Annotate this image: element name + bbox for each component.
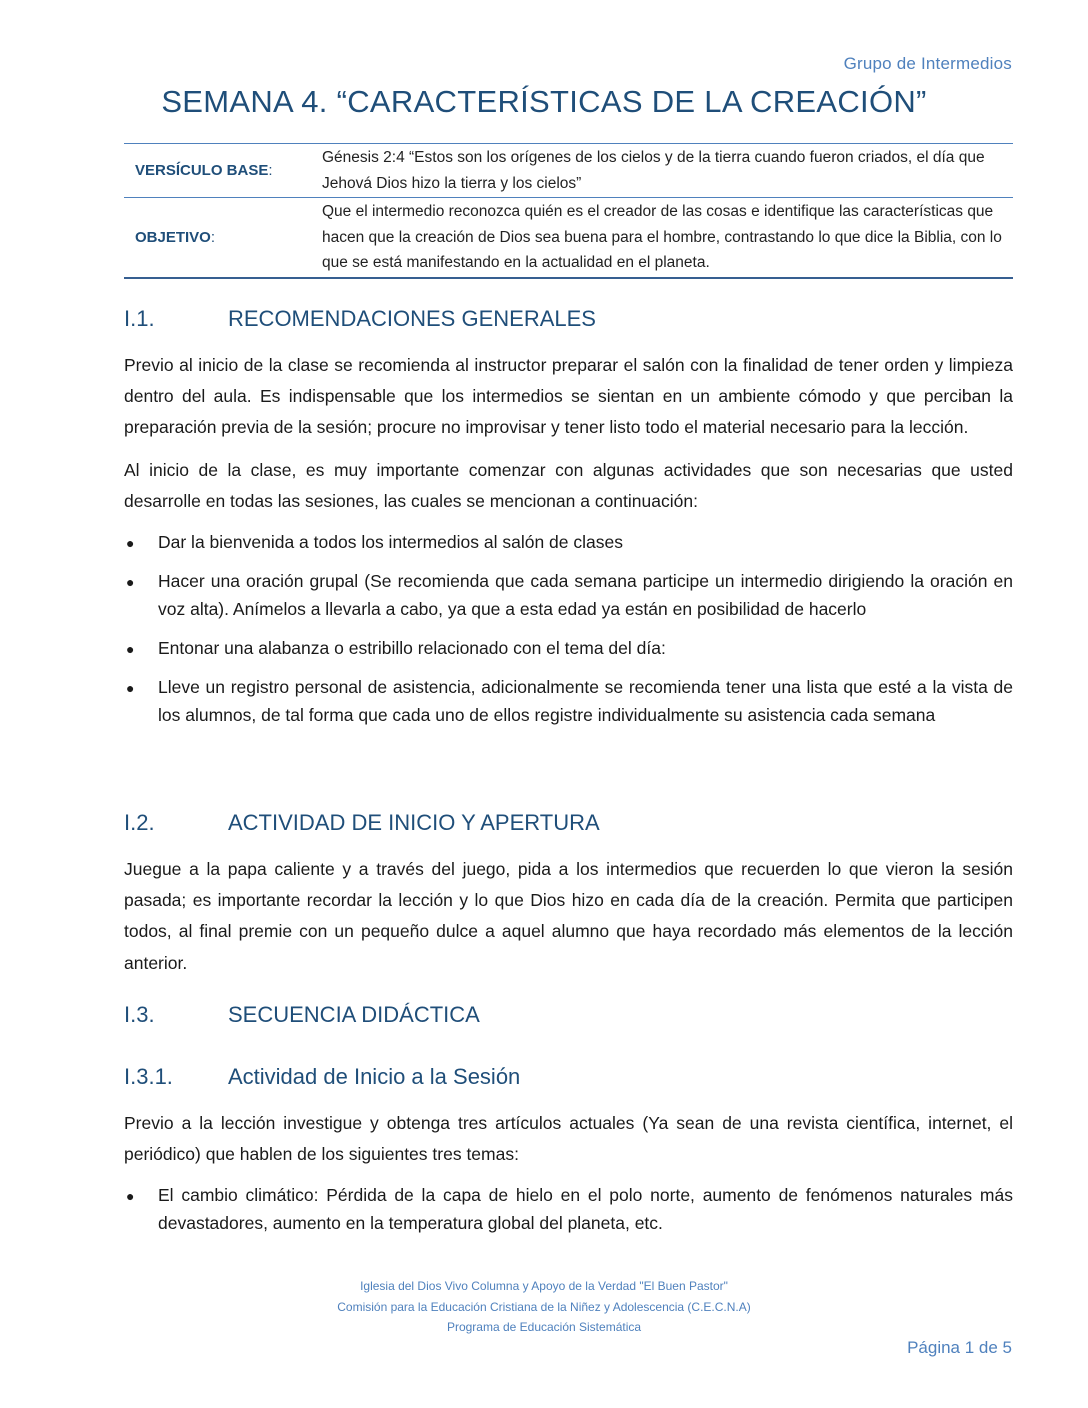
list-item-text: Entonar una alabanza o estribillo relacionado con el tema del día: [158,638,666,659]
bullet-icon: ● [126,641,135,658]
bullet-list [124,1181,1013,1237]
page-footer [0,1276,1088,1338]
section-heading [124,306,1013,336]
subsection-number: I.3.1. [124,1064,173,1089]
versiculo-label: VERSÍCULO BASE: [124,144,322,198]
bullet-icon: ● [126,574,135,591]
paragraph: Juegue a la papa caliente y a través del juego, pida a los intermedios que recuerden lo que vieron la sesión pasada; es importante recordar la lección y lo que Dios hizo en cada día de la creación. Permita que participen todos, al final premie con un pequeño dulce a aquel alumno que haya recordado más elementos de la lección anterior. [124,859,1013,973]
list-item-text: El cambio climático: Pérdida de la capa de hielo en el polo norte, aumento de fenómenos naturales más devastadores, aumento en la temperatura global del planeta, etc. [158,1185,1013,1234]
versiculo-label-text: VERSÍCULO BASE [135,161,269,179]
section-title: SECUENCIA DIDÁCTICA [228,1002,480,1027]
bullet-icon: ● [126,680,135,697]
list-item-text: Lleve un registro personal de asistencia, adicionalmente se recomienda tener una lista que esté a la vista de los alumnos, de tal forma que cada uno de ellos registre individualmente su asistencia cada semana [158,677,1013,726]
bullet-icon: ● [126,1188,135,1205]
footer-line: Programa de Educación Sistemática [446,1320,642,1334]
header-group-label: Grupo de Intermedios [843,54,1012,73]
list-item [124,673,1013,729]
section-number: I.3. [124,1002,155,1027]
bullet-list [124,528,1013,729]
versiculo-text: Génesis 2:4 “Estos son los orígenes de los cielos y de la tierra cuando fueron criados, el día que Jehová Dios hizo la tierra y los cielos” [322,144,1013,198]
paragraph: Previo al inicio de la clase se recomienda al instructor preparar el salón con la finalidad de tener orden y limpieza dentro del aula. Es indispensable que los intermedios se sientan en un ambiente cómodo y que perciban la preparación previa de la sesión; procure no improvisar y tener listo todo el material necesario para la lección. [124,355,1013,438]
list-item-text: Hacer una oración grupal (Se recomienda que cada semana participe un intermedio dirigiendo la oración en voz alta). Anímelos a llevarla a cabo, ya que a esta edad ya están en posibilidad de hacerlo [158,571,1013,620]
section-title: RECOMENDACIONES GENERALES [228,306,596,331]
section-secuencia [124,1002,1013,1032]
list-item [124,634,1013,662]
subsection-heading [124,1064,1013,1094]
section-recomendaciones [124,306,1013,729]
objetivo-label: OBJETIVO: [124,198,322,278]
list-item-text: Dar la bienvenida a todos los intermedios al salón de clases [158,532,623,553]
versiculo-row [124,144,1013,198]
section-actividad-inicio [124,810,1013,979]
footer-line: Iglesia del Dios Vivo Columna y Apoyo de la Verdad "El Buen Pastor" [360,1279,728,1293]
footer-line: Comisión para la Educación Cristiana de la Niñez y Adolescencia (C.E.C.N.A) [337,1299,751,1314]
list-item [124,1181,1013,1237]
section-heading [124,810,1013,840]
section-number: I.2. [124,810,155,835]
paragraph: Previo a la lección investigue y obtenga tres artículos actuales (Ya sean de una revista científica, internet, el periódico) que hablen de los siguientes tres temas: [124,1113,1013,1165]
info-table [124,143,1013,279]
objetivo-row [124,198,1013,278]
section-title: ACTIVIDAD DE INICIO Y APERTURA [228,810,600,835]
subsection-actividad-sesion [124,1064,1013,1237]
list-item [124,567,1013,623]
section-heading [124,1002,1013,1032]
objetivo-label-text: OBJETIVO [135,228,211,246]
objetivo-text: Que el intermedio reconozca quién es el creador de las cosas e identifique las características que hacen que la creación de Dios sea buena para el hombre, contrastando lo que dice la Biblia, con lo que se está manifestando en la actualidad en el planeta. [322,198,1013,278]
page-title: SEMANA 4. “CARACTERÍSTICAS DE LA CREACIÓN” [161,84,927,119]
bullet-icon: ● [126,535,135,552]
section-number: I.1. [124,306,155,331]
paragraph: Al inicio de la clase, es muy importante comenzar con algunas actividades que son necesarias que usted desarrolle en todas las sesiones, las cuales se mencionan a continuación: [124,459,1013,511]
subsection-title: Actividad de Inicio a la Sesión [228,1064,521,1089]
list-item [124,528,1013,556]
page-number: Página 1 de 5 [907,1338,1012,1357]
